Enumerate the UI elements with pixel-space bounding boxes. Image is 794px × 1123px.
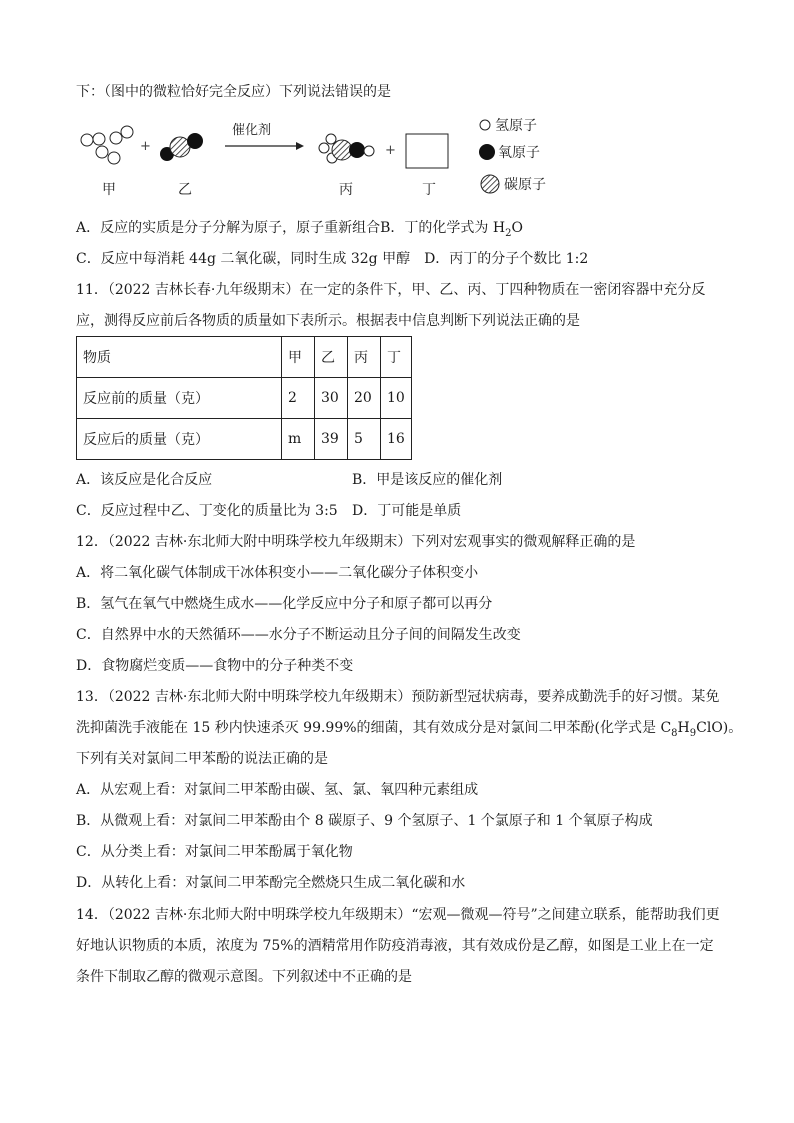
label-yi: 乙 [178, 182, 192, 198]
table-header-cell: 物质 [77, 337, 282, 378]
q12-stem: 12．（2022 吉林·东北师大附中明珠学校九年级期末）下列对宏观事实的微观解释正确的是 [76, 534, 636, 550]
q12-option-c: C．自然界中水的天然循环——水分子不断运动且分子间的间隔发生改变 [76, 627, 521, 643]
q11-stem-1: 11．（2022 吉林长春·九年级期末）在一定的条件下，甲、乙、丙、丁四种物质在一密闭容器中充分反 [76, 282, 706, 298]
q10-option-d: D．丙丁的分子个数比 1:2 [424, 251, 589, 267]
catalyst-label: 催化剂 [232, 123, 272, 138]
table-cell: 39 [315, 419, 348, 460]
molecule-yi [160, 133, 203, 161]
table-row [77, 378, 412, 419]
legend-hydrogen: 氢原子 [495, 118, 537, 134]
table-cell: m [282, 419, 315, 460]
q10-option-ab [76, 218, 523, 244]
q13-stem-2 [76, 718, 742, 744]
q10-option-b [380, 220, 523, 239]
q11-option-a: A．该反应是化合反应 [76, 472, 213, 488]
legend-oxygen-icon [479, 144, 495, 160]
table-header-cell: 丙 [348, 337, 381, 378]
q13-option-a: A．从宏观上看：对氯间二甲苯酚由碳、氢、氯、氧四种元素组成 [76, 782, 479, 798]
q12-option-d: D．食物腐烂变质——食物中的分子种类不变 [76, 658, 354, 674]
formula-sub-h: 9 [689, 727, 697, 739]
table-row [77, 419, 412, 460]
q12-option-a: A．将二氧化碳气体制成干冰体积变小——二氧化碳分子体积变小 [76, 565, 479, 581]
formula-sub-c: 8 [671, 727, 678, 739]
arrow-head [296, 142, 304, 150]
label-ding: 丁 [422, 182, 436, 198]
table-cell: 2 [282, 378, 315, 419]
product-ding-box [406, 134, 448, 168]
table-cell: 30 [315, 378, 348, 419]
plus-sign-2: + [385, 143, 396, 158]
q11-option-cd [76, 501, 461, 521]
q11-table [76, 336, 412, 460]
table-cell: 反应前的质量（克） [77, 378, 282, 419]
legend-hydrogen-icon [480, 120, 490, 130]
q11-option-d: D．丁可能是单质 [352, 503, 462, 519]
q10-option-b-prefix: B．丁的化学式为 H [380, 220, 506, 236]
q10-option-b-sub: 2 [505, 227, 512, 239]
table-header-cell: 丁 [381, 337, 412, 378]
formula-h: H [677, 720, 690, 736]
q13-stem-3: 下列有关对氯间二甲苯酚的说法正确的是 [76, 751, 328, 767]
q13-stem-2-suffix: ClO)。 [696, 720, 743, 736]
molecule-jia [81, 126, 133, 164]
reaction-diagram-svg [70, 108, 570, 204]
table-cell: 20 [348, 378, 381, 419]
table-header-row [77, 337, 412, 378]
q10-option-a: A．反应的实质是分子分解为原子，原子重新组合 [76, 220, 381, 236]
q12-option-b: B．氢气在氧气中燃烧生成水——化学反应中分子和原子都可以再分 [76, 596, 493, 612]
label-jia: 甲 [102, 182, 116, 198]
mass-table [76, 336, 412, 460]
plus-sign-1: + [140, 139, 151, 154]
q13-stem-2-prefix: 洗抑菌洗手液能在 15 秒内快速杀灭 99.99%的细菌，其有效成分是对氯间二甲苯酚(化学式是 C [76, 720, 672, 736]
q13-option-d: D．从转化上看：对氯间二甲苯酚完全燃烧只生成二氧化碳和水 [76, 875, 466, 891]
table-cell: 10 [381, 378, 412, 419]
reaction-diagram [70, 108, 570, 204]
q11-option-c: C．反应过程中乙、丁变化的质量比为 3:5 [76, 503, 338, 519]
q11-stem-2: 应，测得反应前后各物质的质量如下表所示。根据表中信息判断下列说法正确的是 [76, 313, 580, 329]
q14-stem-3: 条件下制取乙醇的微观示意图。下列叙述中不正确的是 [76, 969, 412, 985]
molecule-bing [319, 134, 374, 163]
q10-intro: 下：（图中的微粒恰好完全反应）下列说法错误的是 [76, 84, 391, 100]
label-bing: 丙 [339, 182, 353, 198]
table-cell: 5 [348, 419, 381, 460]
q13-option-b: B．从微观上看：对氯间二甲苯酚由个 8 碳原子、9 个氢原子、1 个氯原子和 1 个氧原子构成 [76, 813, 653, 829]
table-header-cell: 甲 [282, 337, 315, 378]
q11-option-ab [76, 470, 502, 490]
legend-carbon: 碳原子 [504, 177, 546, 193]
legend-oxygen: 氧原子 [498, 145, 540, 161]
q14-stem-1: 14．（2022 吉林·东北师大附中明珠学校九年级期末）“宏观—微观—符号”之间建立联系，能帮助我们更 [76, 907, 720, 923]
legend-carbon-icon [481, 175, 499, 193]
table-cell: 反应后的质量（克） [77, 419, 282, 460]
q10-option-c: C．反应中每消耗 44g 二氧化碳，同时生成 32g 甲醇 [76, 251, 411, 267]
q10-option-b-suffix: O [511, 220, 523, 236]
table-cell: 16 [381, 419, 412, 460]
q10-option-cd [76, 249, 588, 269]
q13-option-c: C．从分类上看：对氯间二甲苯酚属于氧化物 [76, 844, 353, 860]
q13-stem-1: 13．（2022 吉林·东北师大附中明珠学校九年级期末）预防新型冠状病毒，要养成勤洗手的好习惯。某免 [76, 689, 720, 705]
q14-stem-2: 好地认识物质的本质，浓度为 75%的酒精常用作防疫消毒液，其有效成份是乙醇，如图是工业上在一定 [76, 938, 714, 954]
q11-option-b: B．甲是该反应的催化剂 [352, 472, 503, 488]
table-header-cell: 乙 [315, 337, 348, 378]
